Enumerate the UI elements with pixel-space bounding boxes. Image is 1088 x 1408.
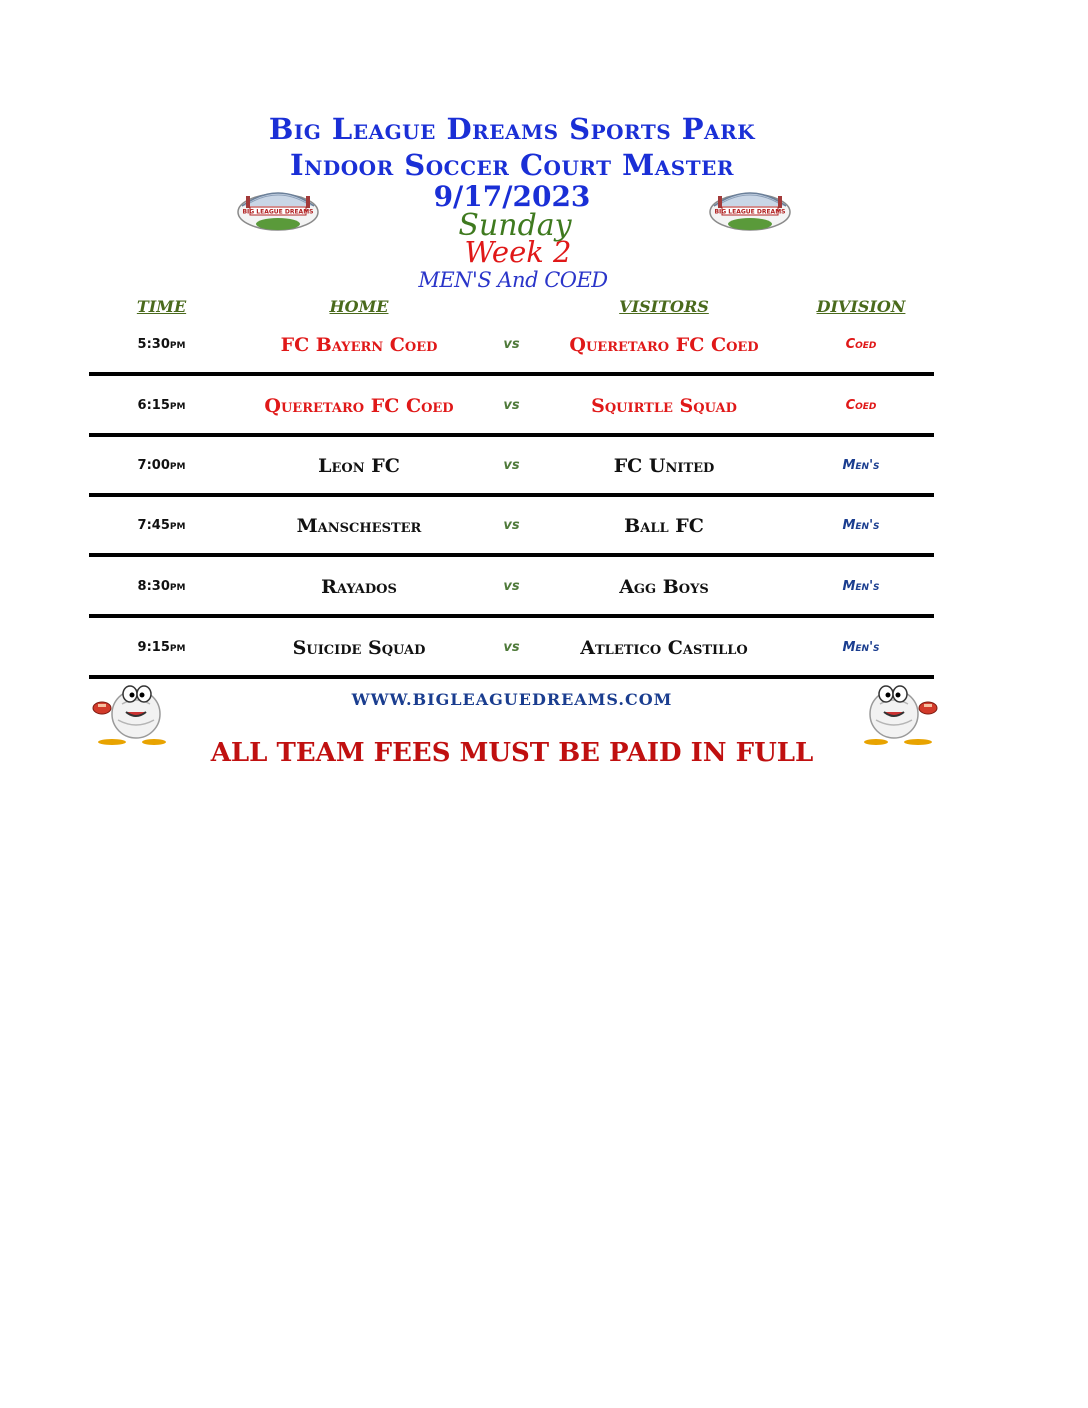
- division-label: Men's: [842, 518, 880, 533]
- home-team: FC Bayern Coed: [280, 334, 438, 356]
- vs-label: vs: [503, 579, 520, 594]
- row-divider: [89, 614, 934, 618]
- visitor-team: Squirtle Squad: [591, 395, 737, 417]
- game-row: [89, 377, 934, 437]
- game-time: 7:00pm: [137, 458, 186, 473]
- division-label: Coed: [845, 337, 877, 352]
- column-header-time: TIME: [136, 297, 187, 316]
- website-link[interactable]: WWW.BIGLEAGUEDREAMS.COM: [351, 690, 673, 709]
- vs-label: vs: [503, 640, 520, 655]
- game-time: 7:45pm: [137, 518, 186, 533]
- visitor-team: FC United: [613, 455, 715, 477]
- division-label: Coed: [845, 398, 877, 413]
- row-divider: [89, 675, 934, 679]
- svg-text:BIG LEAGUE DREAMS: BIG LEAGUE DREAMS: [714, 208, 786, 216]
- stadium-logo-left-icon: [236, 182, 320, 234]
- game-time: 5:30pm: [137, 337, 186, 352]
- vs-label: vs: [503, 458, 520, 473]
- column-header-home: HOME: [329, 297, 389, 316]
- title-line1: Big League Dreams Sports Park: [268, 112, 756, 146]
- home-team: Manschester: [296, 515, 422, 537]
- column-header-visitors: VISITORS: [619, 297, 709, 316]
- game-time: 8:30pm: [137, 579, 186, 594]
- vs-label: vs: [503, 518, 520, 533]
- schedule-date: 9/17/2023: [433, 180, 591, 213]
- schedule-week: Week 2: [464, 235, 572, 269]
- home-team: Leon FC: [318, 455, 400, 477]
- fees-notice: ALL TEAM FEES MUST BE PAID IN FULL: [210, 738, 814, 768]
- visitor-team: Queretaro FC Coed: [569, 334, 759, 356]
- division-label: Men's: [842, 579, 880, 594]
- league-type: MEN'S And COED: [418, 268, 608, 292]
- column-header-division: DIVISION: [816, 297, 906, 316]
- vs-label: vs: [503, 337, 520, 352]
- game-row: [89, 619, 934, 679]
- division-label: Men's: [842, 458, 880, 473]
- game-row: [89, 437, 934, 497]
- home-team: Rayados: [321, 576, 397, 598]
- row-divider: [89, 372, 934, 376]
- stadium-logo-right-icon: [708, 182, 792, 234]
- row-divider: [89, 553, 934, 557]
- home-team: Suicide Squad: [292, 637, 426, 659]
- game-row: [89, 497, 934, 557]
- game-time: 6:15pm: [137, 398, 186, 413]
- visitor-team: Ball FC: [624, 515, 704, 537]
- game-row: [89, 316, 934, 376]
- game-row: [89, 558, 934, 618]
- schedule-day: Sunday: [458, 208, 572, 243]
- svg-text:BIG LEAGUE DREAMS: BIG LEAGUE DREAMS: [242, 208, 314, 216]
- visitor-team: Atletico Castillo: [580, 637, 748, 659]
- title-line2: Indoor Soccer Court Master: [290, 148, 734, 182]
- division-label: Men's: [842, 640, 880, 655]
- game-time: 9:15pm: [137, 640, 186, 655]
- visitor-team: Agg Boys: [619, 576, 709, 598]
- vs-label: vs: [503, 398, 520, 413]
- home-team: Queretaro FC Coed: [264, 395, 454, 417]
